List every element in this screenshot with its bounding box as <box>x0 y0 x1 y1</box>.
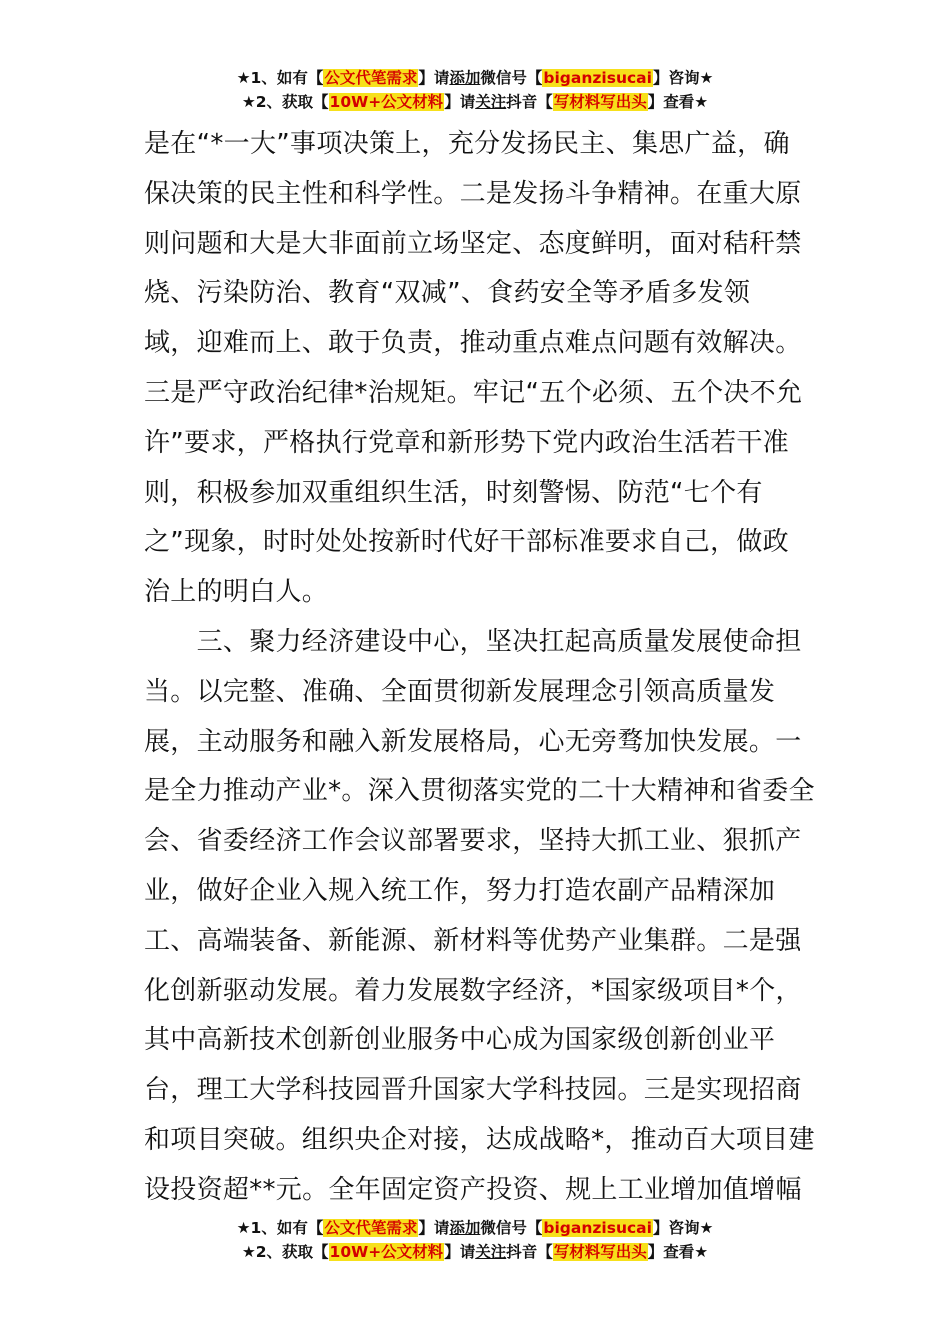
text-line: 其中高新技术创新创业服务中心成为国家级创新创业平 <box>144 1025 776 1056</box>
text-line: 则问题和大是大非面前立场坚定、态度鲜明，面对秸秆禁 <box>144 228 802 259</box>
banner-emphasis: 添加 <box>449 69 481 87</box>
banner-emphasis: 关注 <box>475 93 507 111</box>
text-line: 是全力推动产业*。深入贯彻落实党的二十大精神和省委全 <box>144 776 815 807</box>
text-line: 三是严守政治纪律*治规矩。牢记“五个必须、五个决不允 <box>144 377 803 408</box>
star-icon: ★ <box>241 1243 256 1261</box>
banner-text: 】咨询 <box>652 1219 700 1237</box>
star-icon: ★ <box>694 1243 709 1261</box>
text-line: 保决策的民主性和科学性。二是发扬斗争精神。在重大原 <box>144 178 802 209</box>
banner-text: 】请 <box>444 93 476 111</box>
text-line: 则，积极参加双重组织生活，时刻警惕、防范“七个有 <box>144 477 763 508</box>
banner-highlight: 公文代笔需求 <box>324 1219 418 1237</box>
text-line: 和项目突破。组织央企对接，达成战略*，推动百大项目建 <box>144 1124 815 1155</box>
text-line: 域，迎难而上、敢于负责，推动重点难点问题有效解决。 <box>144 328 802 359</box>
star-icon: ★ <box>694 93 709 111</box>
banner-wechat-id: biganzisucai <box>543 1219 652 1237</box>
banner-highlight: 公文代笔需求 <box>324 69 418 87</box>
banner-text: 1、如有【 <box>250 69 324 87</box>
banner-text: 】请 <box>418 69 450 87</box>
banner-text: 】请 <box>418 1219 450 1237</box>
banner-text: 微信号【 <box>480 69 543 87</box>
text-line: 当。以完整、准确、全面贯彻新发展理念引领高质量发 <box>144 676 776 707</box>
header-banner <box>0 66 950 114</box>
text-line: 烧、污染防治、教育“双减”、食药安全等矛盾多发领 <box>144 278 751 309</box>
banner-line-2 <box>0 1240 950 1264</box>
banner-highlight: 10W+公文材料 <box>329 1243 444 1261</box>
banner-douyin-id: 写材料写出头 <box>553 93 647 111</box>
section-heading-line: 三、聚力经济建设中心，坚决扛起高质量发展使命担 <box>144 626 802 657</box>
star-icon: ★ <box>699 1219 714 1237</box>
star-icon: ★ <box>236 1219 251 1237</box>
banner-line-1 <box>0 1216 950 1240</box>
banner-line-1 <box>0 66 950 90</box>
text-line: 许”要求，严格执行党章和新形势下党内政治生活若干准 <box>144 427 789 458</box>
text-line: 业，做好企业入规入统工作，努力打造农副产品精深加 <box>144 875 776 906</box>
banner-text: 】查看 <box>647 1243 695 1261</box>
banner-douyin-id: 写材料写出头 <box>553 1243 647 1261</box>
text-line: 设投资超**元。全年固定资产投资、规上工业增加值增幅 <box>144 1174 802 1205</box>
text-line: 会、省委经济工作会议部署要求，坚持大抓工业、狠抓产 <box>144 826 802 857</box>
banner-wechat-id: biganzisucai <box>543 69 652 87</box>
star-icon: ★ <box>236 69 251 87</box>
banner-text: 】请 <box>444 1243 476 1261</box>
banner-highlight: 10W+公文材料 <box>329 93 444 111</box>
banner-text: 微信号【 <box>480 1219 543 1237</box>
banner-text: 抖音【 <box>506 1243 553 1261</box>
text-line: 是在“*一大”事项决策上，充分发扬民主、集思广益，确 <box>144 129 790 159</box>
banner-text: 2、获取【 <box>255 93 329 111</box>
banner-text: 2、获取【 <box>255 1243 329 1261</box>
banner-line-2 <box>0 90 950 114</box>
banner-text: 】查看 <box>647 93 695 111</box>
banner-text: 1、如有【 <box>250 1219 324 1237</box>
document-body <box>144 120 814 1216</box>
star-icon: ★ <box>241 93 256 111</box>
banner-emphasis: 关注 <box>475 1243 507 1261</box>
banner-emphasis: 添加 <box>449 1219 481 1237</box>
banner-text: 抖音【 <box>506 93 553 111</box>
text-line: 台，理工大学科技园晋升国家大学科技园。三是实现招商 <box>144 1075 802 1106</box>
text-line: 之”现象，时时处处按新时代好干部标准要求自己，做政 <box>144 527 789 558</box>
banner-text: 】咨询 <box>652 69 700 87</box>
text-line: 化创新驱动发展。着力发展数字经济，*国家级项目*个， <box>144 975 802 1006</box>
footer-banner <box>0 1216 950 1264</box>
star-icon: ★ <box>699 69 714 87</box>
text-line: 展，主动服务和融入新发展格局，心无旁骛加快发展。一 <box>144 726 802 757</box>
text-line: 治上的明白人。 <box>144 577 329 608</box>
text-line: 工、高端装备、新能源、新材料等优势产业集群。二是强 <box>144 925 802 956</box>
